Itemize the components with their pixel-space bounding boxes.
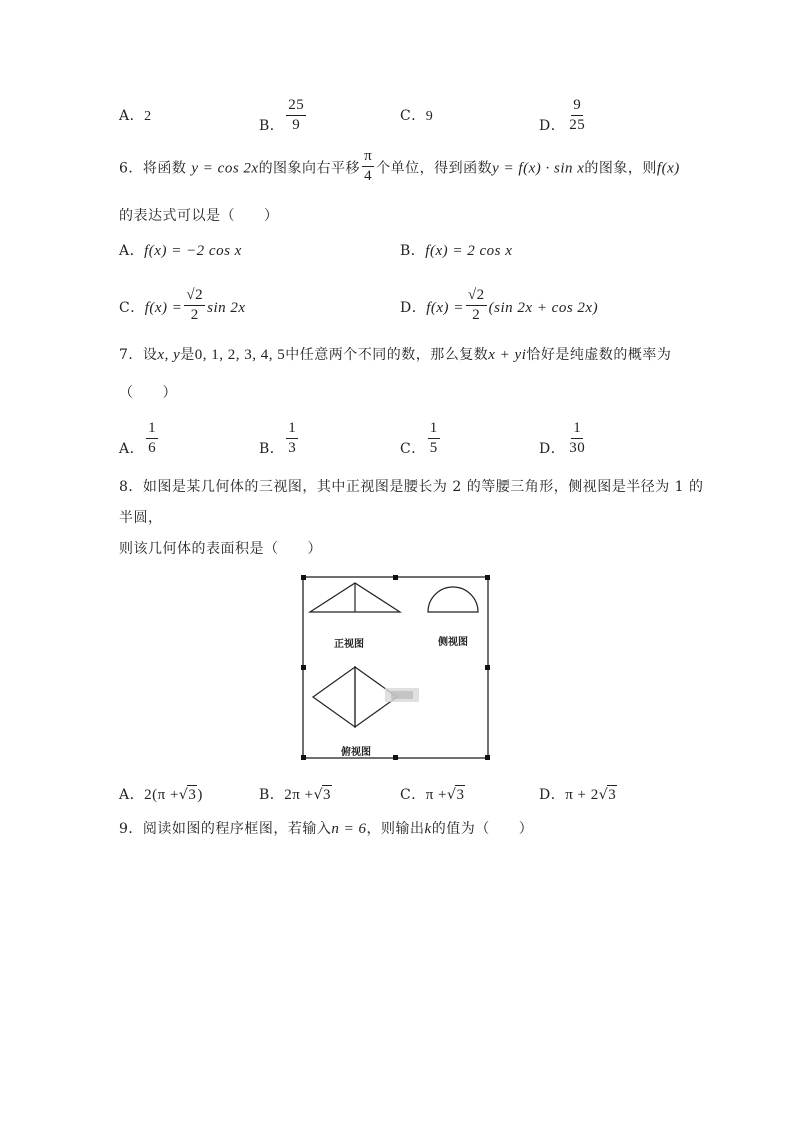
q6-stem: 6．将函数 y = cos 2x的图象向右平移 $\frac{\pi}{4}$ 个单位，得到函数y = f(x) · sin x的图象，则f(x) — [119, 148, 680, 184]
q7-stem: 7．设x, y是0, 1, 2, 3, 4, 5中任意两个不同的数，那么复数x + yi恰好是纯虚数的概率为 — [119, 347, 672, 363]
q7-option-a: A． $\frac{1}{6}$ — [119, 420, 157, 457]
q7-option-b: B． $\frac{1}{3}$ — [259, 420, 297, 457]
three-view-drawing — [301, 575, 490, 760]
q6-option-c: C．f(x) = $\frac{√2}{2}$ sin 2x — [119, 287, 246, 323]
q6-stem-line2: 的表达式可以是（ ） — [119, 208, 279, 224]
q6-option-a: A．f(x) = −2 cos x — [119, 243, 242, 259]
q5-option-b: B． $\frac{25}{9}$ — [259, 97, 305, 134]
q5-option-c: C．9 — [400, 108, 434, 124]
top-view-label: 俯视图 — [341, 747, 371, 758]
q5-option-d: D． $\frac{9}{25}$ — [539, 97, 586, 134]
q6-option-b: B．f(x) = 2 cos x — [400, 243, 513, 259]
q5-option-a: A．2 — [119, 108, 152, 124]
three-view-figure — [301, 575, 490, 760]
q7-paren: （ ） — [119, 385, 177, 401]
q7-option-d: D． $\frac{1}{30}$ — [539, 420, 586, 457]
q8-option-d: D．π + 2√3 — [539, 787, 617, 803]
q8-stem-line3: 则该几何体的表面积是（ ） — [119, 541, 322, 557]
q6-option-d: D．f(x) = $\frac{√2}{2}$ (sin 2x + cos 2x) — [400, 287, 599, 323]
q8-option-b: B．2π +√3 — [259, 787, 332, 803]
figure-border — [303, 577, 488, 758]
q8-stem-line2: 半圆， — [119, 510, 163, 526]
q9-stem: 9．阅读如图的程序框图，若输入n = 6，则输出k的值为（ ） — [119, 821, 534, 837]
q8-option-c: C．π +√3 — [400, 787, 465, 803]
side-view-label: 侧视图 — [438, 637, 468, 648]
q8-stem-line1: 8．如图是某几何体的三视图，其中正视图是腰长为 2 的等腰三角形，侧视图是半径为 1 的 — [119, 479, 704, 495]
q8-option-a: A．2(π +√3) — [119, 787, 203, 803]
front-view-label: 正视图 — [334, 639, 364, 650]
q7-option-c: C． $\frac{1}{5}$ — [400, 420, 438, 457]
